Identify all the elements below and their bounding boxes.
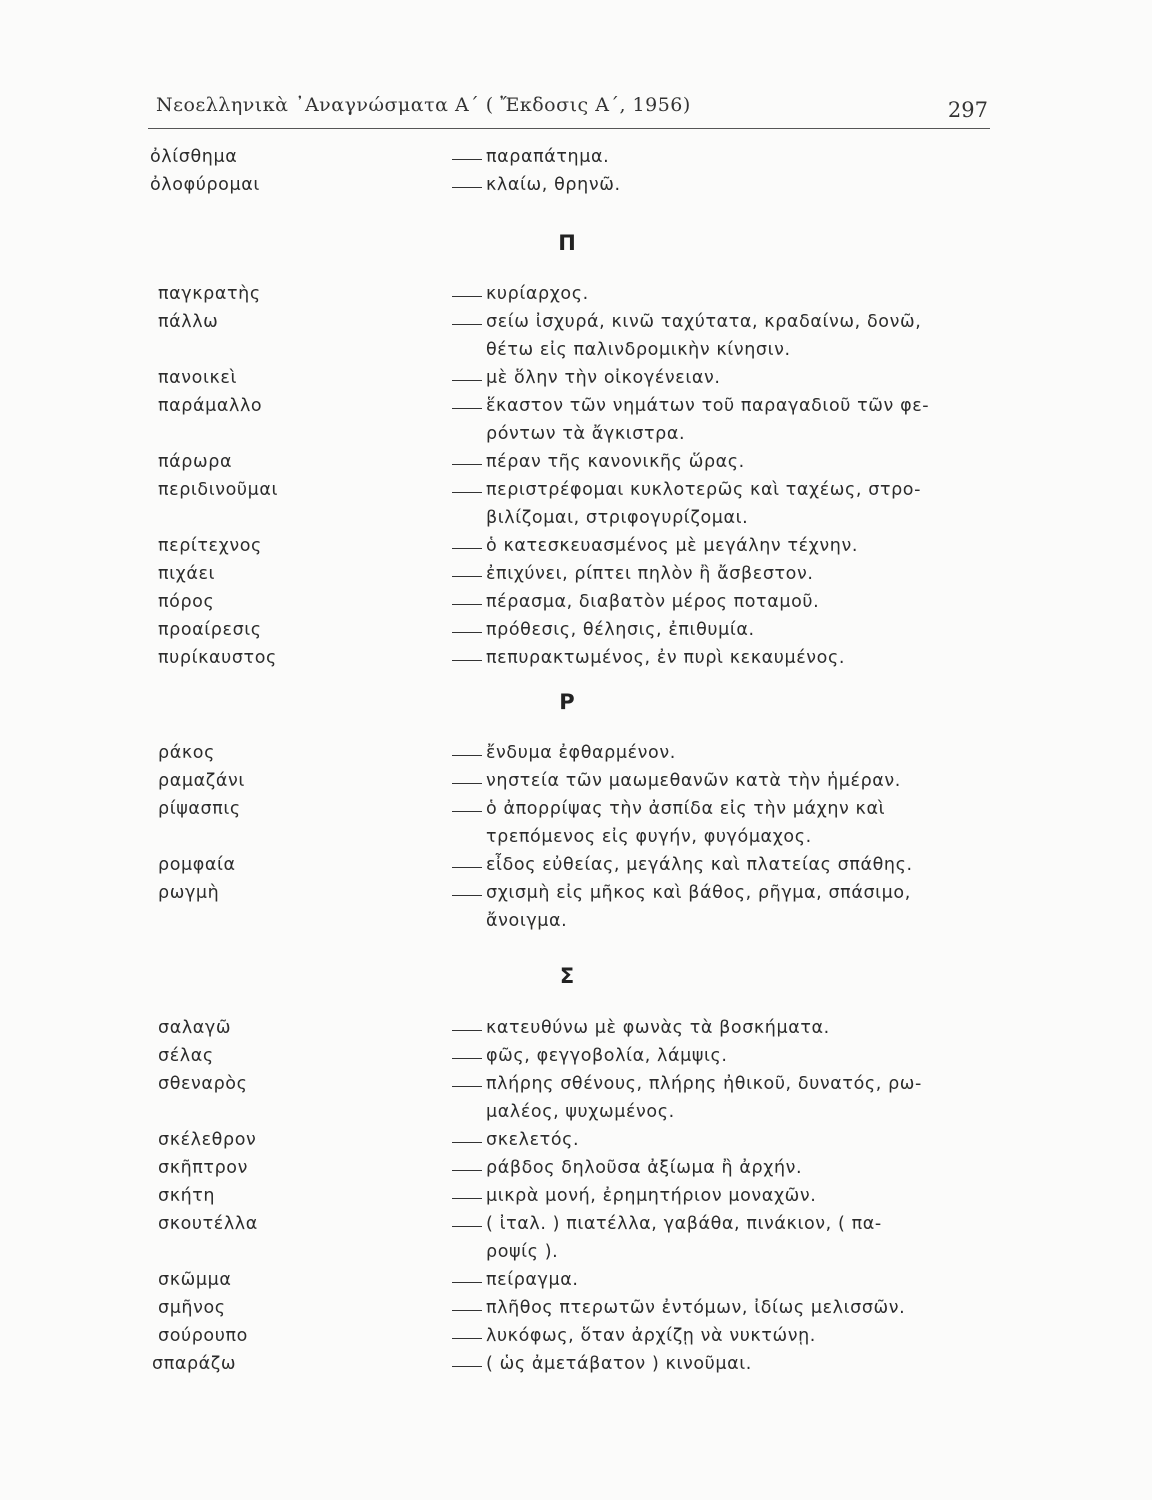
glossary-definition: λυκόφως, ὅταν ἀρχίζῃ νὰ νυκτώνῃ. [486,1326,816,1346]
glossary-definition: πέραν τῆς κανονικῆς ὥρας. [486,452,745,472]
definition-dash [452,1142,482,1143]
definition-dash [452,1198,482,1199]
definition-dash [452,1282,482,1283]
glossary-term: ραμαζάνι [158,771,245,791]
definition-dash [452,380,482,381]
glossary-definition: πέρασμα, διαβατὸν μέρος ποταμοῦ. [486,592,820,612]
definition-dash [452,159,482,160]
definition-dash [452,492,482,493]
definition-dash [452,548,482,549]
definition-dash [452,576,482,577]
glossary-definition: ράβδος δηλοῦσα ἀξίωμα ἢ ἀρχήν. [486,1158,803,1178]
definition-dash [452,632,482,633]
glossary-term: ρομφαία [158,855,236,875]
glossary-definition: πλῆθος πτερωτῶν ἐντόμων, ἰδίως μελισσῶν. [486,1298,906,1318]
glossary-definition: κατευθύνω μὲ φωνὰς τὰ βοσκήματα. [486,1018,830,1038]
glossary-definition: κλαίω, θρηνῶ. [486,175,621,195]
glossary-term: σκήτη [158,1186,216,1206]
glossary-term: περίτεχνος [158,536,262,556]
glossary-definition: σκελετός. [486,1130,580,1150]
glossary-definition: εἶδος εὐθείας, μεγάλης καὶ πλατείας σπάθης. [486,855,913,875]
page-number: 297 [947,98,988,122]
glossary-definition: τρεπόμενος εἰς φυγήν, φυγόμαχος. [486,827,812,847]
glossary-term: ὀλοφύρομαι [150,175,260,195]
glossary-term: σέλας [158,1046,214,1066]
glossary-definition: ( ἰταλ. ) πιατέλλα, γαβάθα, πινάκιον, ( πα- [486,1214,882,1234]
glossary-term: ρωγμὴ [158,883,220,903]
definition-dash [452,1030,482,1031]
glossary-definition: σχισμὴ εἰς μῆκος καὶ βάθος, ρῆγμα, σπάσιμο, [486,883,911,903]
glossary-term: σκέλεθρον [158,1130,257,1150]
glossary-term: σκῆπτρον [158,1158,248,1178]
definition-dash [452,1058,482,1059]
glossary-term: πιχάει [158,564,216,584]
glossary-term: πόρος [158,592,215,612]
section-letter-heading: Ρ [559,690,575,714]
definition-dash [452,867,482,868]
glossary-definition: ρόντων τὰ ἄγκιστρα. [486,424,686,444]
definition-dash [452,604,482,605]
definition-dash [452,187,482,188]
section-letter-heading: Σ [559,964,575,988]
definition-dash [452,895,482,896]
glossary-definition: μὲ ὅλην τὴν οἰκογένειαν. [486,368,721,388]
glossary-term: σμῆνος [158,1298,226,1318]
glossary-definition: κυρίαρχος. [486,284,589,304]
definition-dash [452,1226,482,1227]
header-title: Νεοελληνικὰ ᾿Αναγνώσματα Α΄ ( Ἔκδοσις Α΄, 1956) [156,94,691,116]
definition-dash [452,1366,482,1367]
glossary-definition: πρόθεσις, θέλησις, ἐπιθυμία. [486,620,755,640]
glossary-definition: πείραγμα. [486,1270,579,1290]
glossary-definition: ὁ κατεσκευασμένος μὲ μεγάλην τέχνην. [486,536,858,556]
glossary-term: παγκρατὴς [158,284,261,304]
glossary-term: σθεναρὸς [158,1074,248,1094]
glossary-definition: παραπάτημα. [486,147,610,167]
glossary-term: παράμαλλο [158,396,263,416]
definition-dash [452,296,482,297]
glossary-term: πανοικεὶ [158,368,237,388]
glossary-term: προαίρεσις [158,620,262,640]
glossary-term: σκῶμμα [158,1270,232,1290]
glossary-definition: βιλίζομαι, στριφογυρίζομαι. [486,508,749,528]
definition-dash [452,783,482,784]
glossary-term: πάρωρα [158,452,233,472]
definition-dash [452,1086,482,1087]
glossary-term: περιδινοῦμαι [158,480,279,500]
glossary-term: σπαράζω [152,1354,237,1374]
section-letter-heading: Π [558,231,576,255]
glossary-definition: σείω ἰσχυρά, κινῶ ταχύτατα, κραδαίνω, δονῶ, [486,312,922,332]
glossary-term: σαλαγῶ [158,1018,232,1038]
glossary-definition: ἄνοιγμα. [486,911,568,931]
glossary-term: ρίψασπις [158,799,241,819]
glossary-definition: φῶς, φεγγοβολία, λάμψις. [486,1046,728,1066]
glossary-definition: ἕκαστον τῶν νημάτων τοῦ παραγαδιοῦ τῶν φε- [486,396,930,416]
glossary-term: πάλλω [158,312,219,332]
definition-dash [452,660,482,661]
glossary-definition: ροψίς ). [486,1242,559,1262]
glossary-definition: ἔνδυμα ἐφθαρμένον. [486,743,676,763]
definition-dash [452,755,482,756]
glossary-definition: ( ὡς ἀμετάβατον ) κινοῦμαι. [486,1354,752,1374]
definition-dash [452,1310,482,1311]
glossary-definition: πεπυρακτωμένος, ἐν πυρὶ κεκαυμένος. [486,648,845,668]
glossary-term: σούρουπο [158,1326,248,1346]
definition-dash [452,324,482,325]
glossary-definition: πλήρης σθένους, πλήρης ἠθικοῦ, δυνατός, ρω- [486,1074,922,1094]
glossary-definition: μαλέος, ψυχωμένος. [486,1102,675,1122]
glossary-term: ράκος [158,743,215,763]
glossary-definition: ἐπιχύνει, ρίπτει πηλὸν ἢ ἄσβεστον. [486,564,814,584]
definition-dash [452,811,482,812]
glossary-definition: θέτω εἰς παλινδρομικὴν κίνησιν. [486,340,791,360]
page-header [148,92,990,129]
glossary-definition: μικρὰ μονή, ἐρημητήριον μοναχῶν. [486,1186,817,1206]
glossary-definition: περιστρέφομαι κυκλοτερῶς καὶ ταχέως, στρο- [486,480,922,500]
definition-dash [452,464,482,465]
glossary-term: πυρίκαυστος [158,648,277,668]
glossary-term: σκουτέλλα [158,1214,258,1234]
glossary-definition: νηστεία τῶν μαωμεθανῶν κατὰ τὴν ἡμέραν. [486,771,901,791]
glossary-term: ὀλίσθημα [150,147,238,167]
definition-dash [452,1338,482,1339]
definition-dash [452,1170,482,1171]
definition-dash [452,408,482,409]
glossary-definition: ὁ ἀπορρίψας τὴν ἀσπίδα εἰς τὴν μάχην καὶ [486,799,886,819]
